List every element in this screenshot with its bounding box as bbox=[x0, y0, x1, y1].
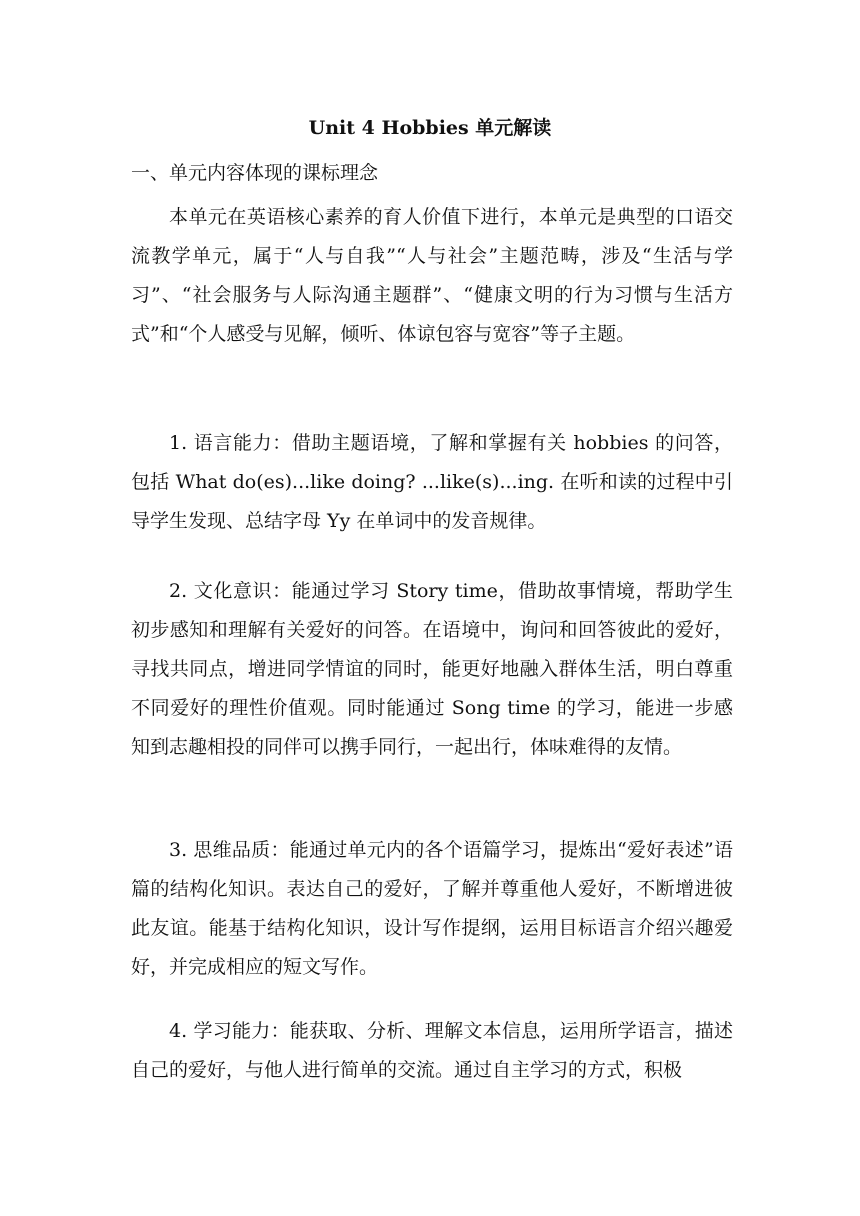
paragraph-cultural-awareness: 2. 文化意识：能通过学习 Story time，借助故事情境，帮助学生初步感知和理解有关爱好的问答。在语境中，询问和回答彼此的爱好，寻找共同点，增进同学情谊的同时，能更好地融入群体生活，明白尊重不同爱好的理性价值观。同时能通过 Song time 的学习，能进一步感知到志趣相投的同伴可以携手同行，一起出行，体味难得的友情。 bbox=[131, 580, 733, 758]
section-heading: 一、单元内容体现的课标理念 bbox=[131, 162, 379, 184]
document-title: Unit 4 Hobbies 单元解读 bbox=[308, 117, 552, 139]
paragraph-thinking-quality: 3. 思维品质：能通过单元内的各个语篇学习，提炼出“爱好表述”语篇的结构化知识。表达自己的爱好，了解并尊重他人爱好，不断增进彼此友谊。能基于结构化知识，设计写作提纲，运用目标语言介绍兴趣爱好，并完成相应的短文写作。 bbox=[131, 839, 733, 978]
paragraph-intro: 本单元在英语核心素养的育人价值下进行，本单元是典型的口语交流教学单元，属于“人与自我”“人与社会”主题范畴，涉及“生活与学习”、“社会服务与人际沟通主题群”、“健康文明的行为习惯与生活方式”和“个人感受与见解，倾听、体谅包容与宽容”等子主题。 bbox=[131, 206, 733, 345]
paragraph-language-ability: 1. 语言能力：借助主题语境，了解和掌握有关 hobbies 的问答，包括 What do(es)...like doing? ...like(s)...ing. 在听和读的过程中引导学生发现、总结字母 Yy 在单词中的发音规律。 bbox=[131, 432, 733, 532]
paragraph-learning-ability: 4. 学习能力：能获取、分析、理解文本信息，运用所学语言，描述自己的爱好，与他人进行简单的交流。通过自主学习的方式，积极 bbox=[131, 1020, 733, 1081]
